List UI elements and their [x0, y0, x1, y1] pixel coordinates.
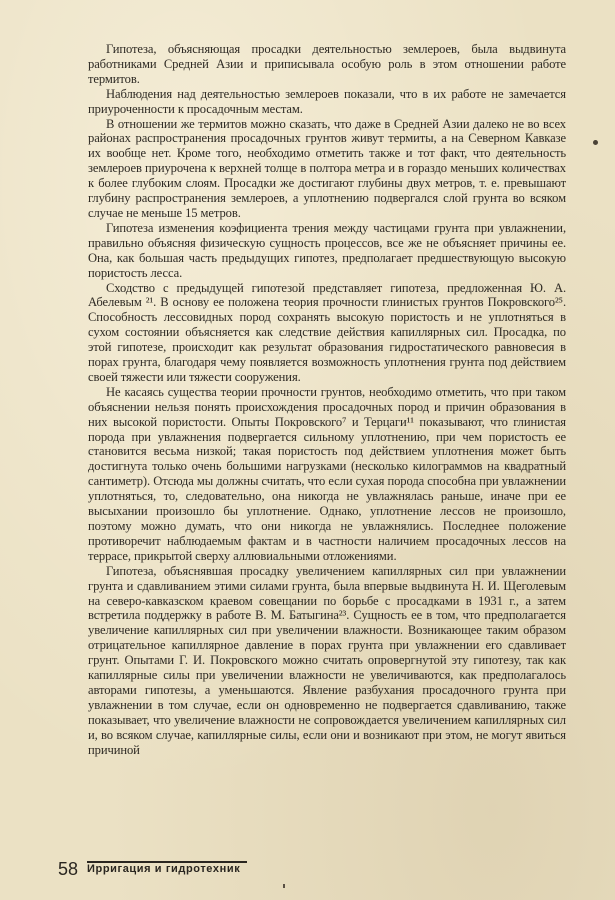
paragraph-burrowers-observations: Наблюдения над деятельностью землероев показали, что в их работе не замечается приуроченности к просадочным местам.	[88, 86, 566, 116]
paragraph-termites-distribution: В отношении же термитов можно сказать, что даже в Средней Азии далеко не во всех районах распространения просадочных грунтов живут термиты, а на Северном Кавказе их вообще нет. Кроме того, необходимо отметить также и тот факт, что деятельность землероев приурочена к верхней толще в полтора метра и в гораздо меньших количествах к более глубоким слоям. Просадки же достигают глубины двух метров, т. е. превышают глубину распространения землероев, а уплотнению подвергался слой грунта во всяком случае не меньше 15 метров.	[88, 116, 566, 220]
paragraph-strength-theory-critique: Не касаясь существа теории прочности грунтов, необходимо отметить, что при таком объяснении нельзя понять происхождения просадочных пород и причин образования в них высокой пористости. Опыты Покровского⁷ и Терцаги¹¹ показывают, что глинистая порода при увлажнения подвергается сильному уплотнению, при чем пористость ее становится весьма низкой; такая пористость под действием уплотнения может быть достигнута только очень большими нагрузками (несколько килограммов на квадратный сантиметр). Отсюда мы должны считать, что если сухая порода способна при увлажнении уплотняться, то, следовательно, она никогда не увлажнялась раньше, иначе при ее высыхании произошло бы уплотнение. Однако, уплотнение лессов не произошло, поэтому можно думать, что они никогда не увлажнялись. Последнее положение противоречит наблюдаемым фактам и в частности наличием просадочных лессов на террасе, прикрытой сверху аллювиальными отложениями.	[88, 384, 566, 563]
paragraph-termites-hypothesis: Гипотеза, объясняющая просадки деятельностью землероев, была выдвинута работниками Средней Азии и приписывала особую роль в этом отношении работе термитов.	[88, 42, 566, 86]
article-body	[88, 42, 566, 758]
paragraph-abelev-hypothesis: Сходство с предыдущей гипотезой представляет гипотеза, предложенная Ю. А. Абелевым ²¹. В основу ее положена теория прочности глинистых грунтов Покровского²⁵. Способность лессовидных пород сохранять высокую пористость и не уплотняться в сухом состоянии объясняется как следствие действия капиллярных сил. Просадка, по этой гипотезе, происходит как результат образования гидростатического равновесия в порах грунта, благодаря чему появляется возможность уплотнения грунта под действием своей тяжести или тяжести сооружения.	[88, 280, 566, 384]
paper-speck	[283, 884, 285, 888]
margin-ink-dot	[593, 140, 598, 145]
paragraph-friction-hypothesis: Гипотеза изменения коэфициента трения между частицами грунта при увлажнении, правильно объясняя физическую сущность процессов, все же не объясняет причины ее. Она, как большая часть предыдущих гипотез, предполагает предшествующую высокую пористость лесса.	[88, 220, 566, 280]
page-number: 58	[58, 859, 79, 879]
journal-title: Ирригация и гидротехник	[87, 863, 241, 875]
paragraph-capillary-hypothesis: Гипотеза, объяснявшая просадку увеличением капиллярных сил при увлажнении грунта и сдавливанием этими силами грунта, была впервые выдвинута Н. И. Щеголевым на северо-кавказском краевом совещании по борьбе с просадками в 1931 г., а затем встретила поддержку в работе В. М. Батыгина²³. Сущность ее в том, что предполагается увеличение капиллярных сил при увеличении влажности. Возникающее таким образом отрицательное капиллярное давление в порах грунта при увлажнении его сдавливает грунт. Опытами Г. И. Покровского можно считать опровергнутой эту гипотезу, так как капиллярные силы при увеличении влажности не увеличиваются, как предполагалось авторами гипотезы, а уменьшаются. Явление разбухания просадочного грунта при увлажнении в том случае, если он одновременно не подвергается сдавливанию, также показывает, что увеличение влажности не сопровождается увеличением капиллярных сил и, во всяком случае, капиллярные силы, если они и возникают при этом, не могут явиться причиной	[88, 563, 566, 757]
page-footer	[58, 858, 258, 880]
